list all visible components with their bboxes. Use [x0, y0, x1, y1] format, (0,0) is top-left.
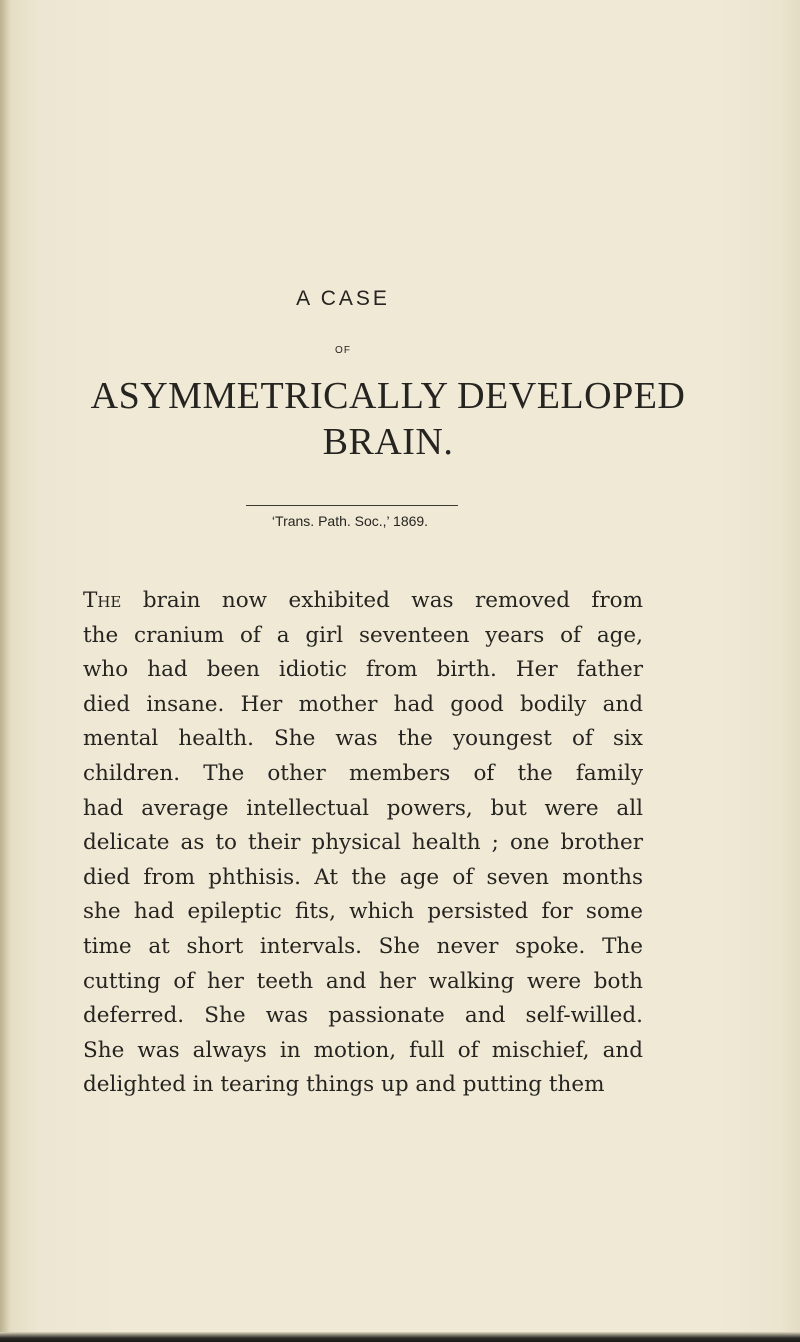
body-line: died from phthisis. At the age of seven months: [83, 864, 643, 890]
page-bottom-edge: [0, 1332, 800, 1342]
spine-shadow: [0, 0, 10, 1342]
body-line: died insane. Her mother had good bodily and: [83, 691, 643, 717]
body-line: had average intellectual powers, but were all: [83, 795, 643, 821]
body-line: time at short intervals. She never spoke. The: [83, 933, 643, 959]
citation: ‘Trans. Path. Soc.,’ 1869.: [271, 513, 429, 529]
body-line: cutting of her teeth and her walking were both: [83, 968, 643, 994]
body-line: mental health. She was the youngest of six: [83, 726, 643, 752]
body-line: children. The other members of the family: [83, 760, 643, 786]
title-rule: [246, 505, 458, 506]
body-line: the cranium of a girl seventeen years of age,: [83, 622, 643, 648]
page-title: [0, 373, 776, 465]
body-line: who had been idiotic from birth. Her father: [83, 657, 643, 683]
body-line-text: brain now exhibited was removed from: [121, 588, 643, 613]
body-line: deferred. She was passionate and self-willed.: [83, 1003, 643, 1029]
body-line: delighted in tearing things up and putting them: [83, 1072, 605, 1098]
lead-word: The: [83, 588, 122, 613]
heading-a-case: A CASE: [296, 287, 390, 310]
body-line: she had epileptic fits, which persisted for some: [83, 899, 643, 925]
title-line-2: BRAIN.: [322, 421, 454, 463]
body-line: She was always in motion, full of mischief, and: [83, 1037, 643, 1063]
body-line: delicate as to their physical health ; one brother: [83, 830, 643, 856]
body-paragraph: [83, 584, 643, 1103]
title-line-1: ASYMMETRICALLY DEVELOPED: [90, 375, 686, 417]
body-line: [83, 584, 643, 619]
heading-of: OF: [335, 345, 351, 356]
